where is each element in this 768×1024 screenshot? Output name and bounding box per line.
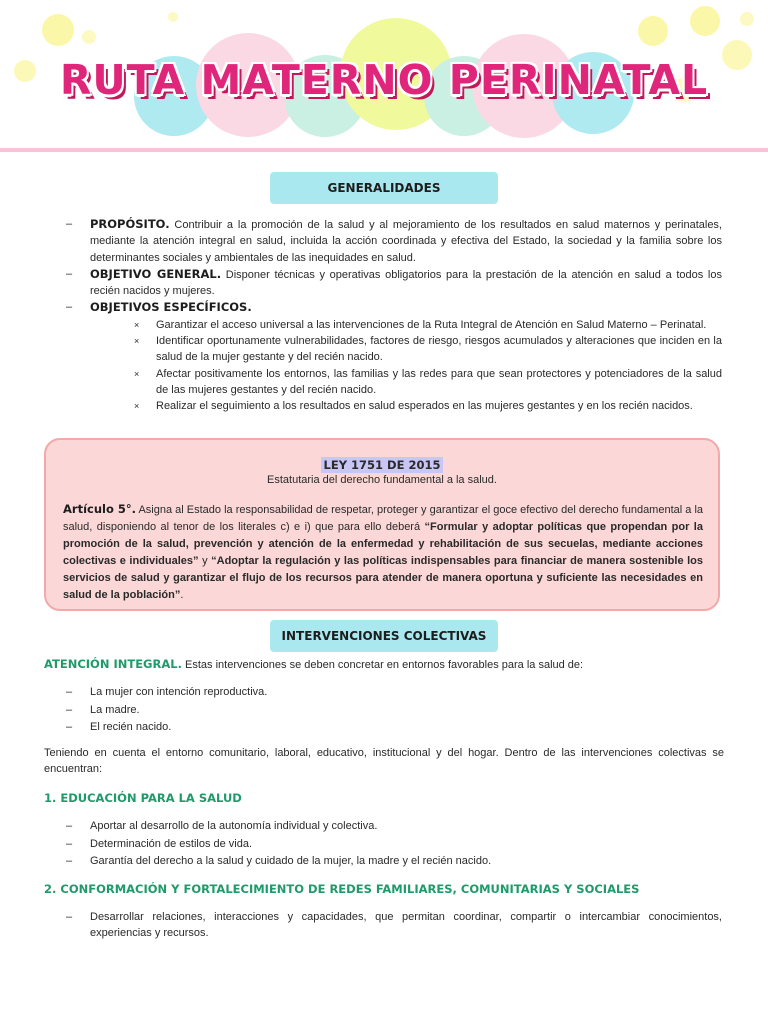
article-quote-2: “Adoptar la regulación y las políticas indispensables para financiar de manera sostenible los servicios de salud y garantizar el flujo de los recursos para atender de manera oportuna y suficiente las necesidades en salud de la población” [63, 555, 704, 601]
decor-dot [740, 12, 754, 26]
list-item: – La mujer con intención reproductiva. [66, 684, 722, 702]
law-article [63, 501, 703, 604]
article-quote-1: “Formular y adoptar políticas que propendan por la promoción de la salud, prevención y atención de la enfermedad y rehabilitación de sus secuelas, mediante acciones colectivas e individuales” [63, 521, 703, 567]
list-item [66, 299, 722, 316]
header-divider [0, 148, 768, 152]
article-label: Artículo 5°. [63, 502, 136, 516]
section-heading-intervenciones: INTERVENCIONES COLECTIVAS [270, 620, 498, 652]
cross-bullet-icon: × [134, 319, 140, 330]
list-item: – Desarrollar relaciones, interacciones y capacidades, que permitan coordinar, compartir o intercambiar conocimientos, experiencias y recursos. [66, 911, 722, 940]
list-item [66, 216, 722, 266]
dash-bullet: – [66, 301, 73, 314]
decor-dot [82, 30, 96, 44]
atencion-integral-label: ATENCIÓN INTEGRAL. [44, 657, 182, 671]
dash-bullet: – [66, 686, 73, 698]
article-text: Asigna al Estado la responsabilidad de respetar, proteger y garantizar el goce efectivo del derecho fundamental a la salud, disponiendo al tenor de los literales c) e i) que para ello deberá [63, 504, 704, 533]
article-end: . [180, 589, 184, 601]
proposito-text: Contribuir a la promoción de la salud y al mejoramiento de los resultados en salud maternos y perinatales, mediante la atención integral en salud, incluida la acción coordinada y efectiva del Estado, la sociedad y la familia sobre los determinantes sociales y ambientales de las inequidades en salud. [90, 219, 722, 264]
list-item: – El recién nacido. [66, 719, 722, 737]
list-item: – Aportar al desarrollo de la autonomía individual y colectiva. [66, 818, 722, 836]
intervenciones-paragraph: Teniendo en cuenta el entorno comunitario, laboral, educativo, institucional y del hogar. Dentro de las intervenciones colectivas se encuentran: [44, 747, 724, 776]
proposito-label: PROPÓSITO. [90, 217, 170, 231]
list-item: – La madre. [66, 702, 722, 720]
decor-dot [638, 16, 668, 46]
dash-bullet: – [66, 837, 73, 850]
dash-bullet: – [66, 911, 73, 923]
sub-list-item: × Realizar el seguimiento a los resultados en salud esperados en las mujeres gestantes y en los recién nacidos. [134, 398, 722, 414]
law-title: LEY 1751 DE 2015 [321, 457, 444, 473]
page-title: RUTA MATERNO PERINATAL [59, 56, 709, 104]
decor-dot [168, 12, 178, 22]
section-heading-generalidades: GENERALIDADES [270, 172, 498, 204]
decor-dot [42, 14, 74, 46]
dash-bullet: – [66, 721, 73, 733]
decor-dot [690, 6, 720, 36]
generalidades-list [66, 216, 722, 415]
dash-bullet: – [66, 218, 73, 230]
cross-bullet-icon: × [134, 368, 140, 379]
cross-bullet-icon: × [134, 401, 140, 412]
atencion-integral-text: Estas intervenciones se deben concretar en entornos favorables para la salud de: [185, 659, 584, 671]
section-title-redes: 2. CONFORMACIÓN Y FORTALECIMIENTO DE REDES FAMILIARES, COMUNITARIAS Y SOCIALES [44, 882, 640, 896]
dash-bullet: – [66, 820, 73, 832]
dash-bullet: – [66, 855, 73, 867]
dash-bullet: – [66, 703, 73, 716]
law-callout-box [44, 438, 720, 611]
atencion-list [66, 684, 722, 737]
atencion-integral-line [44, 656, 724, 673]
law-subtitle: Estatutaria del derecho fundamental a la salud. [267, 474, 497, 486]
objetivo-general-label: OBJETIVO GENERAL. [90, 266, 222, 281]
list-item: – Determinación de estilos de vida. [66, 836, 722, 854]
educacion-list [66, 818, 722, 871]
sub-list-item: × Garantizar el acceso universal a las intervenciones de la Ruta Integral de Atención en Salud Materno – Perinatal. [134, 317, 722, 333]
sub-list-item: × Identificar oportunamente vulnerabilidades, factores de riesgo, riesgos acumulados y alteraciones que inciden en la salud de la mujer gestante y del recién nacido. [134, 333, 722, 366]
header-banner [0, 0, 768, 152]
list-item: – Garantía del derecho a la salud y cuidado de la mujer, la madre y el recién nacido. [66, 853, 722, 871]
list-item [66, 266, 722, 300]
objetivo-general-text: Disponer técnicas y operativas obligatorios para la prestación de la atención en salud a todos los recién nacidos y mujeres. [90, 268, 722, 298]
cross-bullet-icon: × [134, 336, 140, 347]
sub-list-item: × Afectar positivamente los entornos, las familias y las redes para que sean protectores y potenciadores de la salud de las mujeres gestantes y del recién nacido. [134, 366, 722, 399]
article-connector: y [202, 555, 208, 567]
objetivos-especificos-label: OBJETIVOS ESPECÍFICOS. [90, 300, 252, 315]
dash-bullet: – [66, 267, 73, 280]
section-title-educacion: 1. EDUCACIÓN PARA LA SALUD [44, 791, 242, 805]
redes-list [66, 909, 722, 942]
